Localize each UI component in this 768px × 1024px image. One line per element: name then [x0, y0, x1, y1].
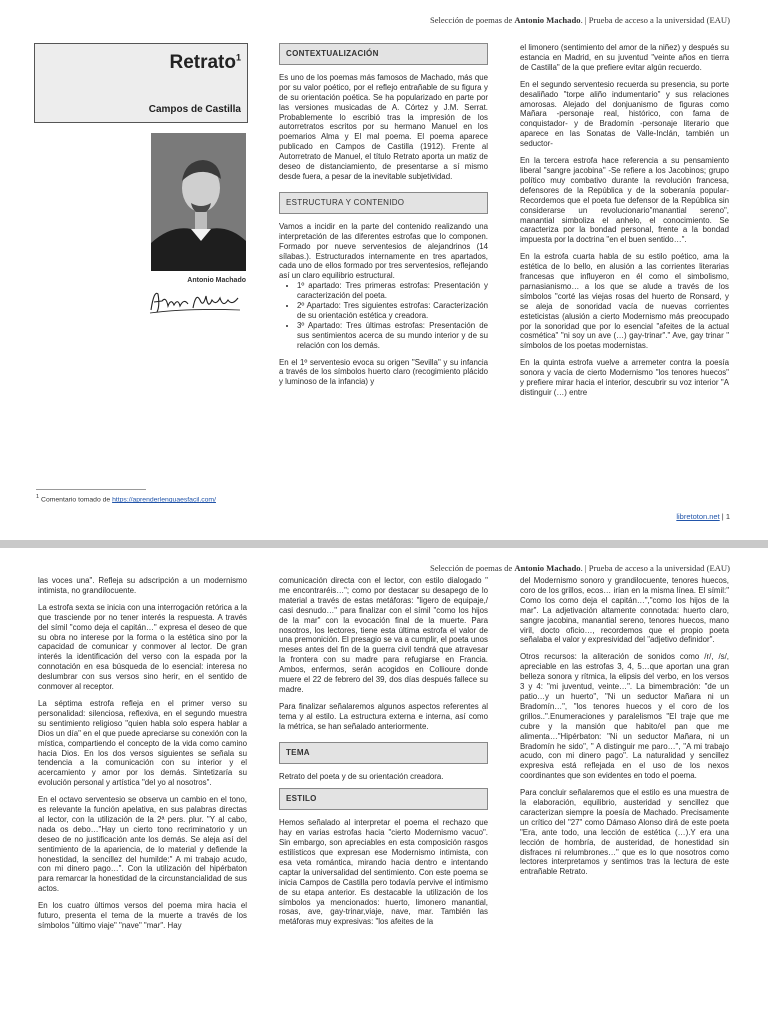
heading-contextualizacion: CONTEXTUALIZACIÓN — [279, 43, 488, 65]
heading-estructura: ESTRUCTURA Y CONTENIDO — [279, 192, 488, 214]
list-item: • 2º Apartado: Tres siguientes estrofas: Caracterización de su orientación estética y creadora. — [297, 301, 488, 321]
list-item: • 3º Apartado: Tres últimas estrofas: Presentación de sus sentimientos acerca de su mundo interior y de su relación con los demás. — [297, 321, 488, 351]
footnote-rule — [36, 489, 146, 490]
portrait-photo — [151, 133, 246, 271]
paragraph: En el segundo serventesio recuerda su presencia, su porte desaliñado "torpe aliño indumentario" y sus relaciones amorosas. Alejado del donjuanismo de figuras como Mañara -personaje real, histórico, con fama de conquistador- y de Bradomín -personaje literario que aparece en las Sonatas de Valle-Inclán, también un seductor- — [520, 79, 729, 149]
column-page1-right — [520, 43, 729, 405]
heading-estilo: ESTILO — [279, 788, 488, 810]
footer-link[interactable]: libretoton.net — [676, 512, 720, 521]
footnote — [36, 494, 216, 503]
paragraph: el limonero (sentimiento del amor de la niñez) y después su estancia en Madrid, en su juventud "veinte años en tierra de Castilla" de la que prefiere evitar algún recuerdo. — [520, 43, 729, 72]
paragraph: En el octavo serventesio se observa un cambio en el tono, es relevante la función apelativa, en sus palabras directas al lector, con la utilización de la 2ª pers. plur. "Y al cabo, nada os debo…"Hay un cierto tono recriminatorio y un deseo de no justificación ante los demás. Se aleja así del sentimiento de la apariencia, de lo material y defiende la honestidad, la sencillez del humilde:" A mi trabajo acudo, con mi dinero pago…". Con la utilización del hipérbaton para remarcar la honestidad de la circunstancialidad de sus actos. — [38, 795, 247, 894]
paragraph-serventesio-1: En el 1º serventesio evoca su origen "Sevilla" y su infancia a través de los símbolos huerto claro (recogimiento plácido y luminoso de la infancia) y — [279, 357, 488, 387]
footnote-link[interactable]: https://aprenderlenguaesfacil.com/ — [112, 496, 216, 504]
page-header — [430, 563, 730, 573]
portrait-caption: Antonio Machado — [187, 277, 246, 284]
paragraph: La séptima estrofa refleja en el primer verso su personalidad: silenciosa, reflexiva, en el segundo muestra su sentimiento religioso "quien habla solo espera hablar a Dios un día" en el que puede apreciarse su conexión con la mística, compartiendo el concepto de la vida como camino hacia Dios. En los dos versos siguientes se señala su tendencia a la comunicación con su interior y el acercamiento y amor por los demás. Sintetizaría su evolución personal y artística "del yo al nosotros". — [38, 698, 247, 788]
page-number: 1 — [725, 512, 730, 521]
title-box — [34, 43, 248, 123]
title-footnote-mark[interactable]: 1 — [235, 52, 241, 63]
signature-image — [148, 286, 246, 316]
footer-separator: | — [719, 512, 726, 521]
header-suffix: . | Prueba de acceso a la universidad (EAU) — [580, 563, 730, 573]
paragraph: En la estrofa cuarta habla de su estilo poético, ama la estética de lo bello, en alusión a las corrientes literarias francesas que influyeron en él como el simbolismo, parnasianismo… a los que se alude a través de los símbolos "corté las viejas rosas del huerto de Ronsard, y se aleja de sonoridad vacía de nuevas corrientes esteticistas (alusión a cierto Modernismo más preocupado por la sonoridad que por lo esencial "afeites de la actual cosmética" "ni soy un ave (…) gay-trinar"." Ave, gay trinar " símbolos de los poetas modernistas. — [520, 252, 729, 351]
paragraph: comunicación directa con el lector, con estilo dialogado " me encontraréis…"; como por destacar su desapego de lo material a través de estas metáforas: "ligero de equipaje,/ casi desnudo…" para finalizar con el símil "como los hijos de la mar" con la evocación final de la muerte. Para nosotros, los lectores, tiene esta última estrofa el valor de una premonición. El presagio se va a cumplir, el poeta unos meses antes del fin de la guerra civil tendrá que atravesar la frontera con su madre para refugiarse en Francia. Ambos, enfermos, serán acogidos en Collioure donde muere el 22 de febrero del 39, dos días después fallece su madre. — [279, 576, 488, 694]
page-2 — [0, 548, 768, 1024]
column-page2-right — [520, 576, 729, 884]
footnote-mark: 1 — [36, 494, 40, 500]
paragraph-estructura-intro: Vamos a incidir en la parte del contenido realizando una interpretación de las diferentes estrofas que lo componen. Formado por nueve serventesios de alejandrinos (14 sílabas.). Estructurados internamente en tres apartados, cada uno de ellos formado por tres serventesios, reflejando así un claro equilibrio estructural. — [279, 221, 488, 281]
list-item: • 1º apartado: Tres primeras estrofas: Presentación y caracterización del poeta. — [297, 281, 488, 301]
poem-title — [169, 52, 241, 74]
page-header — [430, 15, 730, 25]
paragraph: Otros recursos: la aliteración de sonidos como /r/, /s/, apreciable en las estrofas 3, 4, 5…que aportan una gran belleza sonora y rítmica, la elipsis del verbo, en los versos 3 y 4: "mi juventud, veinte…". La bimembración: "de un patio…y un huerto", "Ni un seductor Mañara ni un Bradomín…", "los tenores huecos y el coro de los grillos..".Enumeraciones y paralelismos "El traje que me cubre y la mansión que habito/el pan que me alimenta…"Hipérbaton: "Ni un seductor Mañara, ni un Bradomín he sido", " A distinguir me paro…", "A mi trabajo acudo, con mi dinero pago". La naturalidad y sencillez expresiva está reflejada en el uso de los nexos coordinantes que son evidentes en todo el poema. — [520, 652, 729, 781]
paragraph: las voces una". Refleja su adscripción a un modernismo intimista, no grandilocuente. — [38, 576, 247, 595]
paragraph: Para concluir señalaremos que el estilo es una muestra de la elaboración, equilibrio, austeridad y sencillez que caracterizan siempre la poesía de Machado. Precisamente un crítico del "27" como Dámaso Alonso dirá de este poeta "Era, ante todo, una lección de estética (…).Y era una lección de hombría, de austeridad, de honestidad sin disfraces ni relumbrones…" que es lo que nosotros como lectores interpretamos y sentimos tras la lectura de este entrañable Retrato. — [520, 788, 729, 877]
column-page1-middle — [279, 43, 488, 394]
header-author: Antonio Machado — [514, 15, 581, 25]
footnote-text: Comentario tomado de — [39, 496, 113, 504]
paragraph: Para finalizar señalaremos algunos aspectos referentes al tema y al estilo. La estructura externa e interna, así como la métrica, se han señalado anteriormente. — [279, 701, 488, 731]
signature-svg — [148, 286, 246, 316]
paragraph-contextualizacion: Es uno de los poemas más famosos de Machado, más que por su valor poético, por el reflejo entrañable de su figura y de su orientación poética. Se ha popularizado en parte por las versiones musicadas de A. Córtez y J.M. Serrat. Probablemente lo escribió tras la impresión de los autorretratos escritos por su hermano Manuel en los poemarios Alma y El mal poema. El poema aparece publicado en Campos de Castilla (1912). Frente al Autorretrato de Manuel, el título Retrato aporta un matiz de deseo de distanciamiento, de presentarse a sí mismo desde fuera, a pesar de la inevitable subjetividad. — [279, 72, 488, 181]
paragraph: del Modernismo sonoro y grandilocuente, tenores huecos, coro de los grillos, ecos… irían en la misma línea. El símil:" Como los como deja el capitán…","como los hijos de la mar". La adjetivación altamente connotada: huerto claro, sangre jacobina, manantial sereno, tenores huecos, mano viril, docto oficio…, recordemos que el propio poeta señalaba el valor y expresividad del "adjetivo definidor". — [520, 576, 729, 645]
header-author: Antonio Machado — [514, 563, 581, 573]
paragraph: En la quinta estrofa vuelve a arremeter contra la poesía sonora y vacía de cierto Modernismo "los tenores huecos" y prefiere mirar hacia el interior, descubrir su voz interior "A distinguir (…) entre — [520, 358, 729, 397]
poem-title-text: Retrato — [169, 52, 236, 73]
paragraph: En la tercera estrofa hace referencia a su pensamiento liberal "sangre jacobina" -Se refiere a los Jacobinos; grupo político muy combativo durante la revolución francesa, defensores de la República y de la soberanía popular-Recordemos que el poeta fue defensor de la República sin considerarse un revolucionario"manantial sereno", manantial simboliza el anhelo, el conocimiento. Se caracteriza por la bondad personal, frente a la bondad impuesta por la doctrina "en el buen sentido…". — [520, 156, 729, 245]
paragraph: La estrofa sexta se inicia con una interrogación retórica a la que trasciende por no tener interés la respuesta. A través del símil "como deja el capitán…" expresa el deseo de que su obra no interese por la forma o la estética sino por la capacidad de comunicar y conmover al lector. De gran interés la identificación del verso con la espada por la connotación en esa búsqueda de lo esencial: interesa no deslumbrar con sus versos sino herir, en el sentido de conmover al receptor. — [38, 602, 247, 692]
portrait-illustration — [151, 133, 246, 271]
header-suffix: . | Prueba de acceso a la universidad (EAU) — [580, 15, 730, 25]
paragraph: En los cuatro últimos versos del poema mira hacia el futuro, presenta el tema de la muerte a través de los símbolos "último viaje" "nave" "mar". Hay — [38, 901, 247, 930]
paragraph-estilo: Hemos señalado al interpretar el poema el rechazo que hay en varias estrofas hacia "cierto Modernismo vacuo". Sin embargo, son apreciables en esta composición rasgos estilísticos que expresan ese Modernismo intimista, con esa veta romántica, mirando hacia dentro e intentando captar la universalidad del sentimiento. Con este poema se inicia Campos de Castilla pero todavía pervive el intimismo de su etapa anterior. Es destacable la utilización de los símbolos ya mencionados: huerto, limonero manantial, rosas, ave, gay-trinar,viaje, nave, mar. También las metáforas muy expresivas: "los afeites de la — [279, 818, 488, 927]
page-footer — [676, 512, 730, 521]
header-prefix: Selección de poemas de — [429, 15, 515, 25]
apartados-list — [279, 281, 488, 350]
column-page2-left — [38, 576, 247, 938]
column-page2-middle — [279, 576, 488, 934]
poem-collection: Campos de Castilla — [148, 104, 241, 115]
paragraph-tema: Retrato del poeta y de su orientación creadora. — [279, 771, 444, 781]
heading-tema: TEMA — [279, 742, 488, 764]
header-prefix: Selección de poemas de — [429, 563, 515, 573]
